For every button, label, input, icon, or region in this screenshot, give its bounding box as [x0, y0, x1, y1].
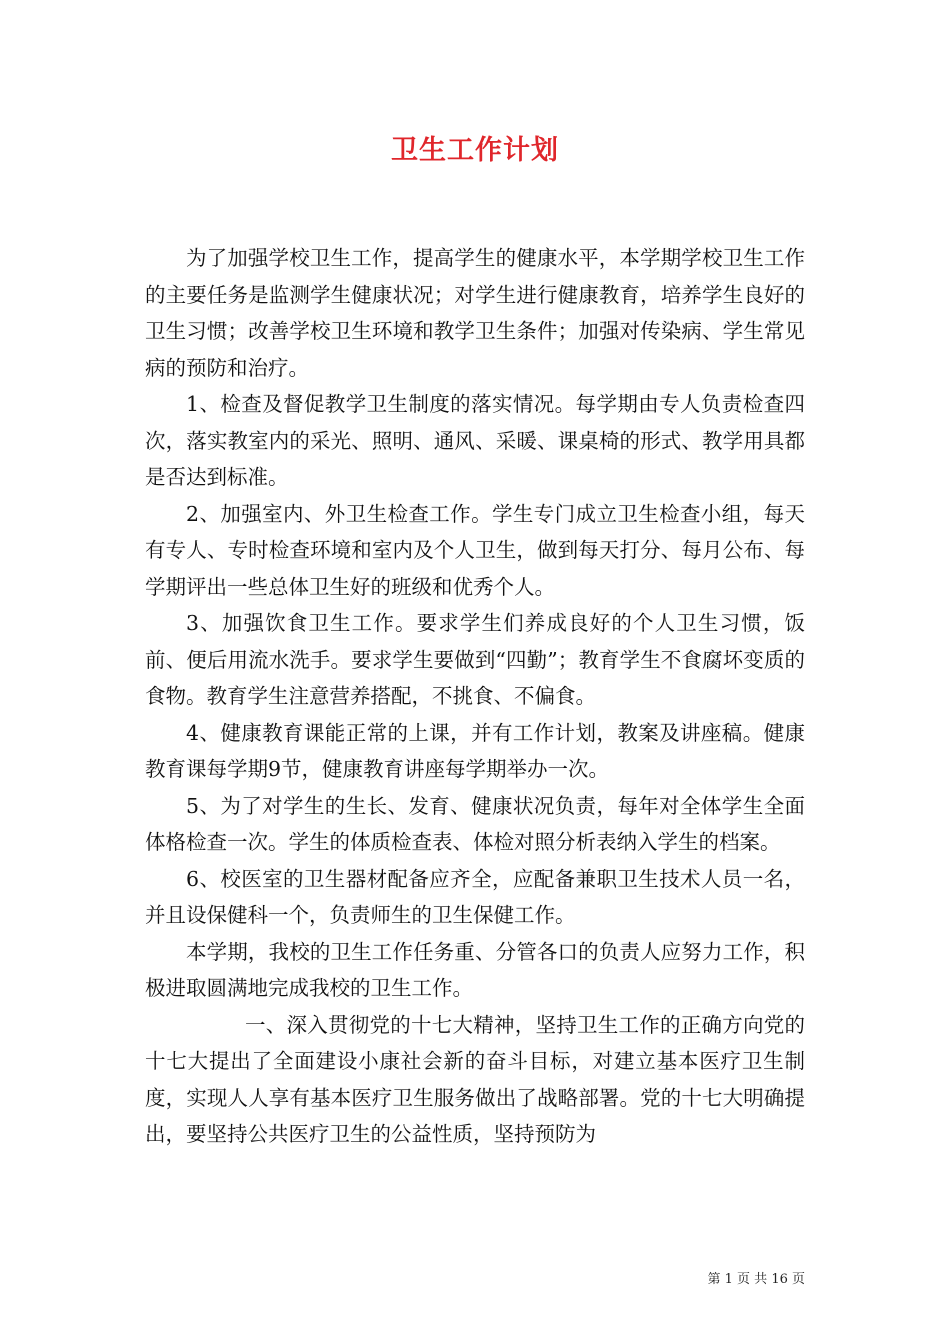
- item-3-paragraph: 3、加强饮食卫生工作。要求学生们养成良好的个人卫生习惯，饭前、便后用流水洗手。要求学生要做到“四勤”；教育学生不食腐坏变质的食物。教育学生注意营养搭配，不挑食、不偏食。: [145, 611, 805, 708]
- item-4-paragraph: 4、健康教育课能正常的上课，并有工作计划，教案及讲座稿。健康教育课每学期9节，健康教育讲座每学期举办一次。: [145, 720, 805, 781]
- intro-paragraph: 为了加强学校卫生工作，提高学生的健康水平，本学期学校卫生工作的主要任务是监测学生健康状况；对学生进行健康教育，培养学生良好的卫生习惯；改善学校卫生环境和教学卫生条件；加强对传染病、学生常见病的预防和治疗。: [145, 246, 805, 380]
- item-6-paragraph: 6、校医室的卫生器材配备应齐全，应配备兼职卫生技术人员一名，并且设保健科一个，负责师生的卫生保健工作。: [145, 866, 805, 927]
- document-title: 卫生工作计划: [391, 135, 559, 166]
- page-number: 第 1 页 共 16 页: [707, 1272, 805, 1287]
- document-body: [145, 240, 805, 1153]
- item-2-paragraph: 2、加强室内、外卫生检查工作。学生专门成立卫生检查小组，每天有专人、专时检查环境和室内及个人卫生，做到每天打分、每月公布、每学期评出一些总体卫生好的班级和优秀个人。: [145, 501, 805, 599]
- summary-paragraph: 本学期，我校的卫生工作任务重、分管各口的负责人应努力工作，积极进取圆满地完成我校的卫生工作。: [145, 939, 805, 1000]
- section-1-paragraph: 一、深入贯彻党的十七大精神，坚持卫生工作的正确方向党的十七大提出了全面建设小康社会新的奋斗目标，对建立基本医疗卫生制度，实现人人享有基本医疗卫生服务做出了战略部署。党的十七大明确提出，要坚持公共医疗卫生的公益性质，坚持预防为: [145, 1012, 805, 1146]
- item-1-paragraph: 1、检查及督促教学卫生制度的落实情况。每学期由专人负责检查四次，落实教室内的采光、照明、通风、采暖、课桌椅的形式、教学用具都是否达到标准。: [145, 392, 805, 489]
- item-5-paragraph: 5、为了对学生的生长、发育、健康状况负责，每年对全体学生全面体格检查一次。学生的体质检查表、体检对照分析表纳入学生的档案。: [145, 793, 805, 854]
